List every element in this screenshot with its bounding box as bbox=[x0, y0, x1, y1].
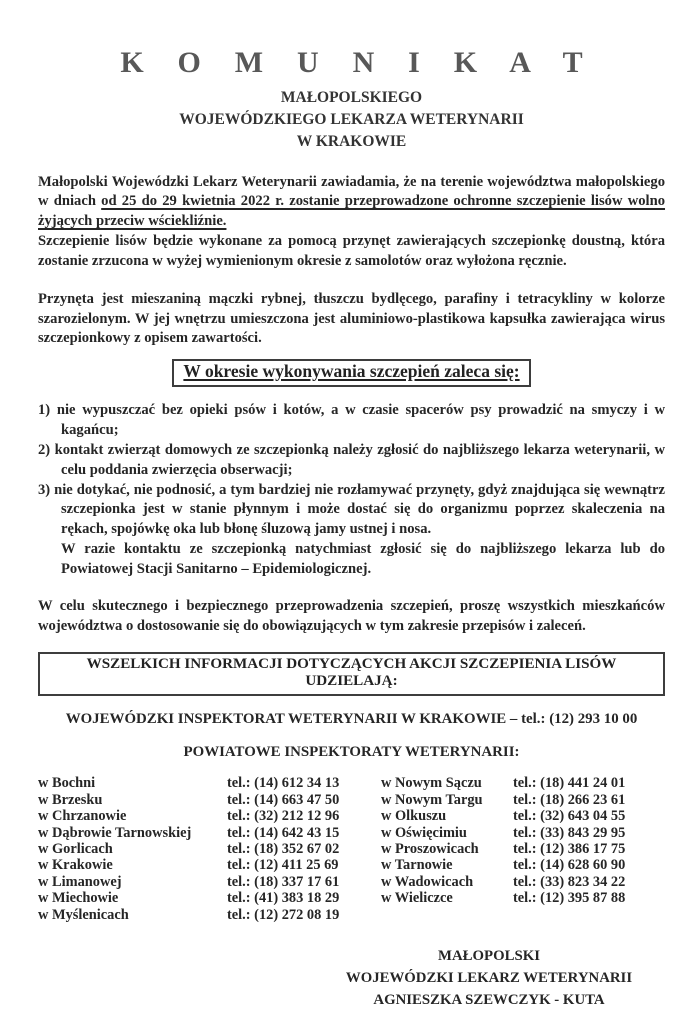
intro-section bbox=[38, 173, 665, 350]
table-cell-city: w Tarnowie bbox=[381, 857, 453, 874]
table-cell-city: w Dąbrowie Tarnowskiej bbox=[38, 824, 192, 841]
district-inspectorates-heading: POWIATOWE INSPEKTORATY WETERYNARII: bbox=[183, 743, 520, 760]
table-cell-city: w Chrzanowie bbox=[38, 808, 127, 825]
phone-table bbox=[38, 775, 665, 923]
bait-description-paragraph: Przynęta jest mieszaniną mączki rybnej, tłuszczu bydlęcego, parafiny i tetracykliny w kolorze szarozielonym. W jej wnętrzu umieszczona jest aluminiowo-plastikowa kapsułka zawierająca wirus szczepionkowy z opisem zawartości. bbox=[38, 290, 665, 347]
table-cell-phone: tel.: (12) 395 87 88 bbox=[513, 890, 626, 907]
recommendations-heading: W okresie wykonywania szczepień zaleca się: bbox=[183, 361, 520, 382]
table-cell-city: w Wieliczce bbox=[381, 890, 453, 907]
table-cell-city: w Brzesku bbox=[38, 791, 103, 808]
list-item-3-text: nie dotykać, nie podnosić, a tym bardziej nie rozłamywać przynęty, gdyż znajdująca się wewnątrz szczepionka jest w stanie płynnym i może dostać się do organizmu poprzez skaleczenia na rękach, spojówkę oka lub błonę śluzową jamy ustnej i nosa. bbox=[54, 481, 665, 538]
recommendations-heading-wrap bbox=[38, 359, 665, 387]
table-cell-phone: tel.: (14) 663 47 50 bbox=[227, 791, 340, 808]
list-item-1-text: nie wypuszczać bez opieki psów i kotów, a w czasie spacerów psy prowadzić na smyczy i w kagańcu; bbox=[56, 402, 665, 439]
table-cell-phone: tel.: (18) 352 67 02 bbox=[227, 841, 340, 858]
table-cell-city: w Gorlicach bbox=[38, 841, 113, 858]
subtitle-line-1: MAŁOPOLSKIEGO bbox=[280, 88, 423, 106]
table-cell-phone: tel.: (18) 337 17 61 bbox=[227, 873, 340, 890]
signature-line-1: MAŁOPOLSKI bbox=[438, 948, 540, 965]
intro-paragraph-2: Szczepienie lisów będzie wykonane za pomocą przynęt zawierających szczepionkę doustną, która zostanie zrzucona w wyżej wymienionym okresie z samolotów oraz wyłożona ręcznie. bbox=[38, 233, 665, 269]
table-cell-phone: tel.: (18) 266 23 61 bbox=[513, 791, 626, 808]
list-item-3 bbox=[38, 481, 665, 541]
table-cell-phone: tel.: (14) 628 60 90 bbox=[513, 857, 626, 874]
recommendations-list bbox=[38, 401, 665, 580]
table-cell-city: w Miechowie bbox=[38, 890, 119, 907]
closing-paragraph: W celu skutecznego i bezpiecznego przeprowadzenia szczepień, proszę wszystkich mieszkańców województwa o dostosowanie się do obowiązujących w tym zakresie przepisów i zaleceń. bbox=[38, 597, 665, 634]
list-item-2-number: 2) bbox=[38, 441, 51, 458]
table-cell-phone: tel.: (12) 272 08 19 bbox=[227, 906, 340, 923]
table-cell-city bbox=[381, 907, 513, 923]
table-cell-phone: tel.: (41) 383 18 29 bbox=[227, 890, 340, 907]
recommendations-heading-box bbox=[172, 359, 530, 387]
table-cell-city: w Oświęcimiu bbox=[381, 824, 467, 841]
page-title: K O M U N I K A T bbox=[120, 46, 596, 79]
table-cell-city: w Myślenicach bbox=[38, 906, 129, 923]
voivodeship-inspectorate-line: WOJEWÓDZKI INSPEKTORAT WETERYNARII W KRAKOWIE – tel.: (12) 293 10 00 bbox=[65, 710, 638, 727]
list-item-2 bbox=[38, 441, 665, 481]
table-cell-city: w Nowym Targu bbox=[381, 791, 483, 808]
intro-paragraph-1 bbox=[38, 173, 665, 233]
list-item-3-extra: W razie kontaktu ze szczepionką natychmiast zgłosić się do najbliższego lekarza lub do Powiatowej Stacji Sanitarno – Epidemiologicznej. bbox=[61, 541, 665, 577]
signature-line-2: WOJEWÓDZKI LEKARZ WETERYNARII bbox=[345, 970, 633, 987]
table-cell-city: w Nowym Sączu bbox=[381, 775, 482, 792]
table-cell-city: w Proszowicach bbox=[381, 841, 479, 858]
intro-paragraph-1-text: Małopolski Wojewódzki Lekarz Weterynarii zawiadamia, że na terenie województwa małopolskiego w dniach bbox=[38, 173, 665, 210]
table-cell-phone: tel.: (33) 823 34 22 bbox=[513, 873, 626, 890]
vaccination-dates-underlined: od 25 do 29 kwietnia 2022 r. zostanie przeprowadzone ochronne szczepienie lisów wolno żyjących przeciw wściekliźnie. bbox=[38, 193, 666, 230]
information-banner: WSZELKICH INFORMACJI DOTYCZĄCYCH AKCJI SZCZEPIENIA LISÓW UDZIELAJĄ: bbox=[38, 652, 665, 696]
table-cell-city: w Bochni bbox=[38, 775, 96, 792]
list-item-1 bbox=[38, 401, 665, 441]
closing-section bbox=[38, 597, 665, 637]
table-cell-phone: tel.: (32) 212 12 96 bbox=[227, 808, 340, 825]
table-cell-phone: tel.: (12) 386 17 75 bbox=[513, 841, 626, 858]
signature-line-3: AGNIESZKA SZEWCZYK - KUTA bbox=[373, 992, 605, 1009]
signature-block bbox=[319, 945, 659, 1012]
table-cell-city: w Krakowie bbox=[38, 857, 113, 874]
table-cell-city: w Olkuszu bbox=[381, 808, 447, 825]
table-cell-phone: tel.: (33) 843 29 95 bbox=[513, 824, 626, 841]
list-item-1-number: 1) bbox=[38, 402, 51, 419]
table-cell-phone: tel.: (18) 441 24 01 bbox=[513, 775, 626, 792]
list-item-3-number: 3) bbox=[38, 481, 51, 498]
table-cell-phone: tel.: (14) 612 34 13 bbox=[227, 775, 340, 792]
subtitle-line-2: WOJEWÓDZKIEGO LEKARZA WETERYNARII bbox=[179, 110, 524, 128]
table-cell-phone: tel.: (32) 643 04 55 bbox=[513, 808, 626, 825]
table-cell-city: w Wadowicach bbox=[381, 873, 474, 890]
subtitle-line-3: W KRAKOWIE bbox=[296, 132, 407, 150]
list-item-2-text: kontakt zwierząt domowych ze szczepionką należy zgłosić do najbliższego lekarza weterynarii, w celu poddania zwierzęcia obserwacji; bbox=[54, 441, 665, 478]
table-cell-city: w Limanowej bbox=[38, 873, 122, 890]
table-cell-phone: tel.: (12) 411 25 69 bbox=[227, 857, 339, 874]
table-cell-phone: tel.: (14) 642 43 15 bbox=[227, 824, 340, 841]
table-cell-phone bbox=[513, 907, 665, 923]
